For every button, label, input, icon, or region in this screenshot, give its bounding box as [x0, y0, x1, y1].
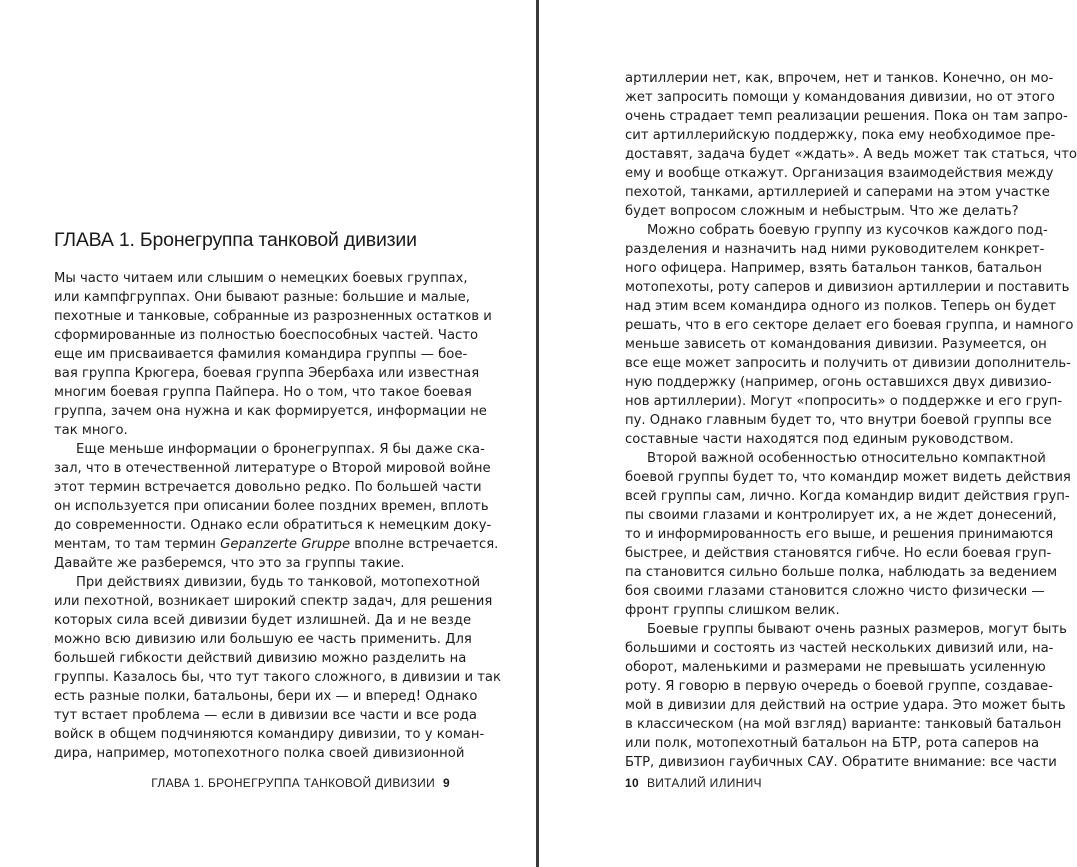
text-line: артиллерии нет, как, впрочем, нет и танков. Конечно, он мо-	[625, 71, 1054, 86]
running-head-right	[625, 776, 762, 790]
text-line: составные части находятся под единым руководством.	[625, 432, 1014, 447]
text-line: боя своими глазами становится сложно чисто физически —	[625, 584, 1045, 599]
text-line: которых сила всей дивизии будет излишней. Да и не везде	[54, 613, 472, 628]
text-line: войск в общем подчиняются командиру дивизии, то у коман-	[54, 727, 485, 742]
text-line: дира, например, мотопехотного полка своей дивизионной	[54, 746, 465, 761]
running-head-left	[151, 776, 450, 790]
paragraph-start-line: Еще меньше информации о бронегруппах. Я бы даже ска-	[76, 442, 485, 457]
text-line: можно всю дивизию или большую ее часть применить. Для	[54, 632, 472, 647]
text-line: пехотой, танками, артиллерией и саперами на этом участке	[625, 185, 1050, 200]
text-line: многим боевая группа Пайпера. Но о том, что такое боевая	[54, 385, 472, 400]
text-line: зал, что в отечественной литературе о Второй мировой войне	[54, 461, 491, 476]
text-line: еще им присваивается фамилия командира группы — бое-	[54, 347, 468, 362]
text-line: ную поддержку (например, огонь оставшихся двух дивизио-	[625, 375, 1052, 390]
text-line: есть разные полки, батальоны, бери их — и вперед! Однако	[54, 689, 478, 704]
text-line: сформированные из полностью боеспособных частей. Часто	[54, 328, 479, 343]
text-line: всей группы сам, лично. Когда командир видит действия груп-	[625, 489, 1070, 504]
text-line: мотопехоты, роту саперов и дивизион артиллерии и поставить	[625, 280, 1070, 295]
text-line: па становится сильно больше полка, наблюдать за ведением	[625, 565, 1058, 580]
text-line: боевой группы будет то, что командир может видеть действия	[625, 470, 1071, 485]
text-line: Давайте же разберемся, что это за группы такие.	[54, 556, 405, 571]
text-line: меньше зависеть от командования дивизии. Разумеется, он	[625, 337, 1047, 352]
text-line: ного офицера. Например, взять батальон танков, батальон	[625, 261, 1042, 276]
text-line: жет запросить помощи у командования дивизии, но от этого	[625, 90, 1055, 105]
left-page-text	[54, 269, 501, 763]
paragraph-start-line: Можно собрать боевую группу из кусочков каждого под-	[647, 223, 1048, 238]
text-line: над этим всем командира одного из полков. Теперь он будет	[625, 299, 1057, 314]
text-line: пы своими глазами и контролирует их, а не ждет донесений,	[625, 508, 1057, 523]
text-line: в классическом (на мой взгляд) варианте: танковый батальон	[625, 717, 1062, 732]
text-line: Мы часто читаем или слышим о немецких боевых группах,	[54, 271, 468, 286]
paragraph-start-line: Боевые группы бывают очень разных размеров, могут быть	[647, 622, 1067, 637]
chapter-title: ГЛАВА 1. Бронегруппа танковой дивизии	[54, 229, 417, 251]
text-line: или кампфгруппах. Они бывают разные: большие и малые,	[54, 290, 470, 305]
text-line: мой в дивизии для действий на острие удара. Это может быть	[625, 698, 1066, 713]
text-line: нов артиллерии). Могут «попросить» о поддержке и его груп-	[625, 394, 1063, 409]
text-line: все еще может запросить и получить от дивизии дополнитель-	[625, 356, 1071, 371]
text-line: ему и вообще откажут. Организация взаимодействия между	[625, 166, 1054, 181]
text-line: или пехотной, возникает широкий спектр задач, для решения	[54, 594, 493, 609]
text-line-with-italic-term: ментам, то там термин Gepanzerte Gruppe вполне встречается.	[54, 537, 499, 552]
text-line: группа, зачем она нужна и как формируется, информации не	[54, 404, 487, 419]
text-line: то и информированность его выше, и решения принимаются	[625, 527, 1054, 542]
text-line: он используется при описании более поздних времен, вплоть	[54, 499, 489, 514]
text-line: роту. Я говорю в первую очередь о боевой группе, создавае-	[625, 679, 1053, 694]
paragraph-start-line: Второй важной особенностью относительно компактной	[647, 451, 1046, 466]
page-number: 9	[443, 776, 450, 790]
text-line: БТР, дивизион гаубичных САУ. Обратите внимание: все части	[625, 755, 1057, 770]
text-line: пехотные и танковые, собранные из разрозненных остатков и	[54, 309, 492, 324]
text-line: фронт группы слишком велик.	[625, 603, 840, 618]
page-gutter	[536, 0, 539, 867]
text-line: вая группа Крюгера, боевая группа Эбербаха или известная	[54, 366, 480, 381]
text-line: большими и состоять из частей нескольких дивизий или, на-	[625, 641, 1054, 656]
text-line: оборот, маленькими и размерами не превышать усиленную	[625, 660, 1046, 675]
text-line: или полк, мотопехотный батальон на БТР, рота саперов на	[625, 736, 1040, 751]
left-page	[54, 0, 501, 867]
text-line: до современности. Однако если обратиться к немецким доку-	[54, 518, 492, 533]
text-line: пу. Однако главным будет то, что внутри боевой группы все	[625, 413, 1052, 428]
running-head-text: ВИТАЛИЙ ИЛИНИЧ	[646, 776, 762, 790]
right-page	[625, 0, 1077, 867]
text-line: будет вопросом сложным и небыстрым. Что же делать?	[625, 204, 1019, 219]
text-line: так много.	[54, 423, 128, 438]
paragraph-start-line: При действиях дивизии, будь то танковой, мотопехотной	[76, 575, 481, 590]
text-line: тут встает проблема — если в дивизии все части и все рода	[54, 708, 477, 723]
text-line: этот термин встречается довольно редко. По большей части	[54, 480, 482, 495]
text-line: группы. Казалось бы, что тут такого сложного, в дивизии и так	[54, 670, 501, 685]
running-head-text: ГЛАВА 1. БРОНЕГРУППА ТАНКОВОЙ ДИВИЗИИ	[151, 776, 436, 790]
text-line: быстрее, и действия становятся гибче. Но если боевая груп-	[625, 546, 1052, 561]
right-page-text	[625, 69, 1077, 772]
italic-term: Gepanzerte Gruppe	[220, 537, 351, 552]
text-line: большей гибкости действий дивизию можно разделить на	[54, 651, 467, 666]
text-line: сит артиллерийскую поддержку, пока ему необходимое пре-	[625, 128, 1056, 143]
page-number: 10	[625, 776, 639, 790]
text-line: доставят, задача будет «ждать». А ведь может так статься, что	[625, 147, 1077, 162]
text-line: разделения и назначить над ними руководителем конкрет-	[625, 242, 1045, 257]
text-line: решать, что в его секторе делает его боевая группа, и намного	[625, 318, 1074, 333]
text-line: очень страдает темп реализации решения. Пока он там запро-	[625, 109, 1068, 124]
